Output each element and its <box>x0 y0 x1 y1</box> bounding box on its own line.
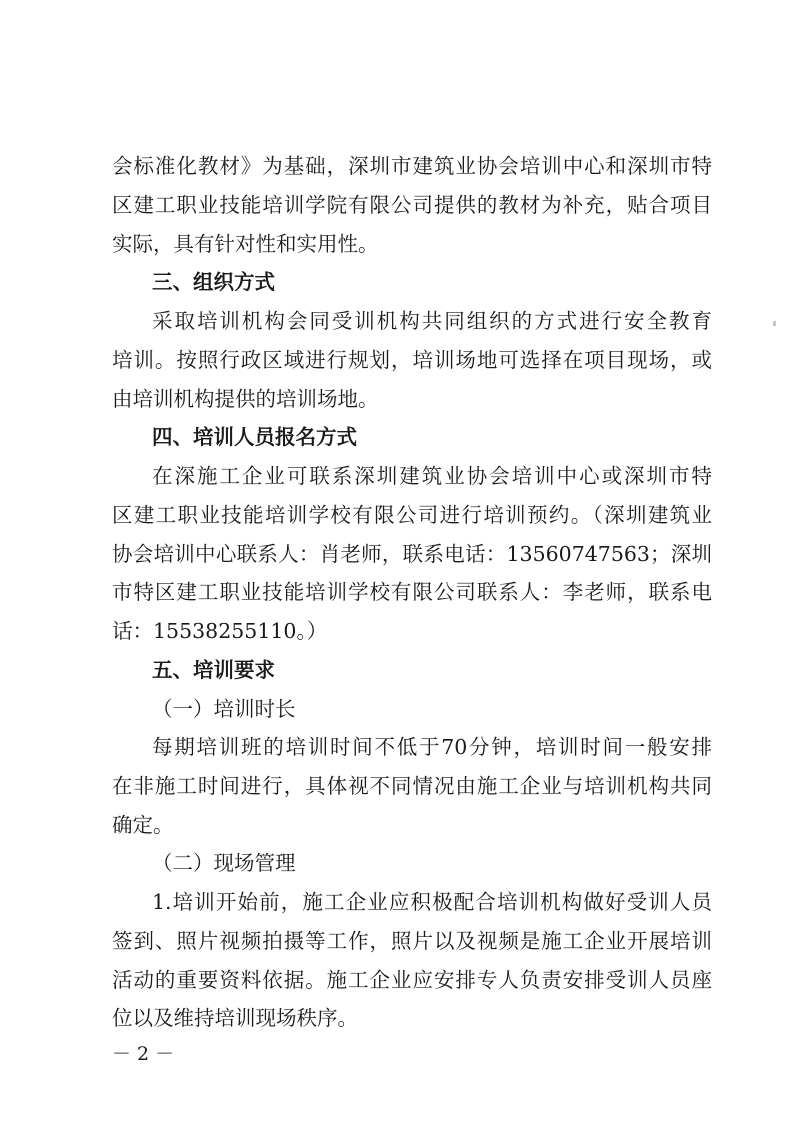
body-line-21: 签到、照片视频拍摄等工作，照片以及视频是施工企业开展培训 <box>112 929 712 953</box>
body-line-5: 采取培训机构会同受训机构共同组织的方式进行安全教育 <box>152 309 712 333</box>
body-line-17: 在非施工时间进行，具体视不同情况由施工企业与培训机构共同 <box>112 774 712 798</box>
section-heading-registration: 四、培训人员报名方式 <box>152 425 357 449</box>
body-line-3: 实际，具有针对性和实用性。 <box>112 232 379 256</box>
subsection-heading-site-management: （二）现场管理 <box>152 851 296 875</box>
body-line-6: 培训。按照行政区域进行规划，培训场地可选择在项目现场，或 <box>112 348 712 372</box>
body-line-1: 会标准化教材》为基础，深圳市建筑业协会培训中心和深圳市特 <box>112 154 712 178</box>
body-line-16: 每期培训班的培训时间不低于70分钟，培训时间一般安排 <box>152 735 712 759</box>
body-line-11: 协会培训中心联系人：肖老师，联系电话：13560747563；深圳 <box>112 542 712 566</box>
body-line-9: 在深施工企业可联系深圳建筑业协会培训中心或深圳市特 <box>152 464 712 488</box>
body-line-20: 1.培训开始前，施工企业应积极配合培训机构做好受训人员 <box>152 890 712 914</box>
body-line-23: 位以及维持培训现场秩序。 <box>112 1006 358 1030</box>
body-line-18: 确定。 <box>112 813 174 837</box>
body-line-10: 区建工职业技能培训学校有限公司进行培训预约。（深圳建筑业 <box>112 503 712 527</box>
body-line-22: 活动的重要资料依据。施工企业应安排专人负责安排受训人员座 <box>112 968 712 992</box>
body-line-2: 区建工职业技能培训学院有限公司提供的教材为补充，贴合项目 <box>112 193 712 217</box>
body-line-13: 话：15538255110。） <box>112 619 328 643</box>
section-heading-requirements: 五、培训要求 <box>152 658 275 682</box>
section-heading-organization: 三、组织方式 <box>152 270 275 294</box>
body-line-12: 市特区建工职业技能培训学校有限公司联系人：李老师，联系电 <box>112 580 712 604</box>
body-line-7: 由培训机构提供的培训场地。 <box>112 387 379 411</box>
subsection-heading-duration: （一）培训时长 <box>152 697 296 721</box>
scan-speck <box>773 321 776 326</box>
page-number: － 2 － <box>112 1043 175 1065</box>
